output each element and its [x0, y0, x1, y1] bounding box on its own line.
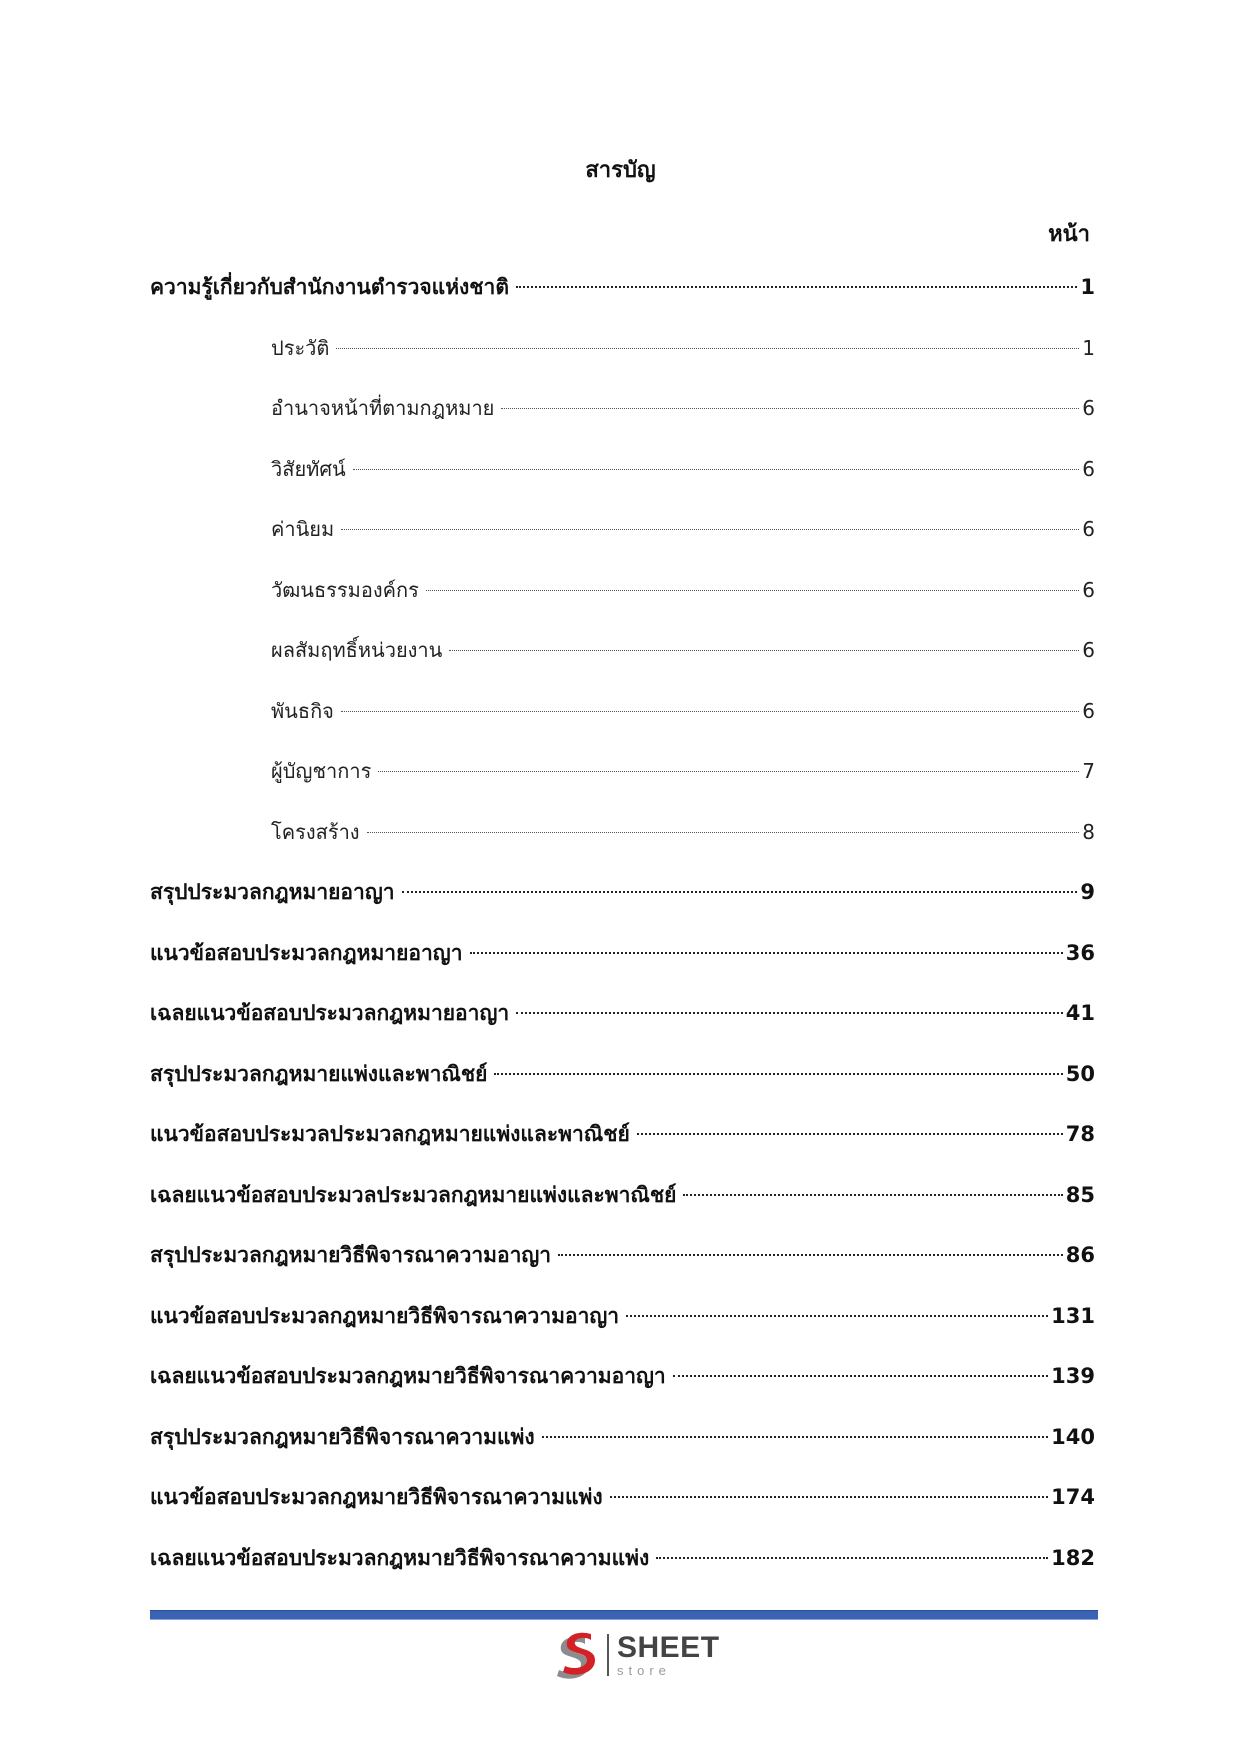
toc-dot-leader	[402, 891, 1078, 893]
toc-entry-label: อำนาจหน้าที่ตามกฎหมาย	[271, 396, 495, 420]
toc-chapter-entry[interactable]	[150, 1118, 1095, 1179]
logo-word: SHEET	[617, 1631, 720, 1664]
toc-section-entry[interactable]	[150, 332, 1095, 393]
toc-chapter-entry[interactable]	[150, 997, 1095, 1058]
toc-entry-page-number: 131	[1051, 1303, 1095, 1328]
toc-entry-label: เฉลยแนวข้อสอบประมวลกฎหมายวิธีพิจารณาความอาญา	[150, 1364, 666, 1388]
toc-dot-leader	[516, 1012, 1063, 1014]
toc-entry-page-number: 9	[1080, 880, 1095, 904]
toc-dot-leader	[626, 1315, 1048, 1317]
toc-entry-label: แนวข้อสอบประมวลกฎหมายอาญา	[150, 940, 463, 965]
toc-entry-page-number: 1	[1082, 335, 1095, 360]
toc-entry-label: สรุปประมวลกฎหมายแพ่งและพาณิชย์	[150, 1061, 488, 1086]
toc-entry-page-number: 85	[1065, 1182, 1095, 1207]
toc-dot-leader	[683, 1194, 1062, 1196]
toc-entry-label: วัฒนธรรมองค์กร	[271, 577, 419, 602]
logo-subtext: store	[617, 1663, 671, 1678]
toc-chapter-entry[interactable]	[150, 1058, 1095, 1119]
toc-section-entry[interactable]	[150, 513, 1095, 574]
toc-entry-label: เฉลยแนวข้อสอบประมวลกฎหมายวิธีพิจารณาความแพ่ง	[150, 1545, 650, 1570]
toc-dot-leader	[494, 1073, 1062, 1075]
toc-entry-label: โครงสร้าง	[271, 819, 360, 844]
toc-entry-page-number: 1	[1080, 275, 1095, 299]
toc-entry-label: ประวัติ	[271, 335, 330, 360]
toc-dot-leader	[558, 1254, 1063, 1256]
toc-dot-leader	[353, 469, 1080, 470]
toc-entry-page-number: 86	[1065, 1243, 1095, 1267]
toc-chapter-entry[interactable]	[150, 1542, 1095, 1603]
toc-dot-leader	[542, 1436, 1049, 1438]
toc-entry-label: สรุปประมวลกฎหมายอาญา	[150, 880, 395, 904]
toc-entry-label: พันธกิจ	[271, 698, 334, 723]
toc-entry-label: เฉลยแนวข้อสอบประมวลประมวลกฎหมายแพ่งและพาณิชย์	[150, 1182, 677, 1207]
table-of-contents	[150, 271, 1095, 1602]
toc-section-entry[interactable]	[150, 453, 1095, 514]
footer-rule	[150, 1610, 1098, 1620]
page-column-header: หน้า	[1048, 222, 1090, 247]
toc-section-entry[interactable]	[150, 392, 1095, 453]
toc-entry-label: วิสัยทัศน์	[271, 456, 346, 481]
page-title: สารบัญ	[585, 158, 656, 183]
toc-entry-label: สรุปประมวลกฎหมายวิธีพิจารณาความอาญา	[150, 1243, 552, 1267]
toc-dot-leader	[341, 529, 1079, 530]
toc-section-entry[interactable]	[150, 634, 1095, 695]
toc-entry-label: แนวข้อสอบประมวลกฎหมายวิธีพิจารณาความอาญา	[150, 1303, 620, 1328]
toc-entry-page-number: 139	[1051, 1364, 1095, 1388]
toc-entry-page-number: 140	[1051, 1424, 1095, 1449]
toc-entry-page-number: 36	[1065, 940, 1095, 965]
toc-section-entry[interactable]	[150, 816, 1095, 877]
toc-chapter-entry[interactable]	[150, 271, 1095, 332]
toc-chapter-entry[interactable]	[150, 876, 1095, 937]
toc-dot-leader	[426, 590, 1079, 591]
sheet-store-logo	[553, 1630, 720, 1680]
toc-entry-page-number: 41	[1065, 1001, 1095, 1025]
toc-chapter-entry[interactable]	[150, 937, 1095, 998]
toc-entry-page-number: 6	[1082, 396, 1095, 420]
toc-section-entry[interactable]	[150, 574, 1095, 635]
logo-text	[617, 1633, 720, 1677]
toc-dot-leader	[656, 1557, 1048, 1559]
toc-dot-leader	[341, 711, 1079, 712]
toc-dot-leader	[449, 650, 1079, 651]
toc-chapter-entry[interactable]	[150, 1481, 1095, 1542]
toc-entry-page-number: 7	[1082, 759, 1095, 783]
toc-chapter-entry[interactable]	[150, 1360, 1095, 1421]
toc-dot-leader	[367, 832, 1080, 833]
toc-entry-page-number: 6	[1082, 517, 1095, 541]
toc-entry-label: แนวข้อสอบประมวลกฎหมายวิธีพิจารณาความแพ่ง	[150, 1485, 603, 1509]
toc-entry-page-number: 174	[1051, 1485, 1095, 1509]
toc-dot-leader	[516, 286, 1077, 288]
toc-dot-leader	[378, 771, 1079, 772]
toc-entry-page-number: 182	[1051, 1545, 1095, 1570]
toc-dot-leader	[673, 1375, 1048, 1377]
toc-entry-page-number: 6	[1082, 456, 1095, 481]
toc-entry-label: เฉลยแนวข้อสอบประมวลกฎหมายอาญา	[150, 1001, 510, 1025]
toc-dot-leader	[470, 952, 1063, 954]
toc-section-entry[interactable]	[150, 695, 1095, 756]
toc-section-entry[interactable]	[150, 755, 1095, 816]
toc-dot-leader	[501, 408, 1079, 409]
toc-entry-label: ผลสัมฤทธิ์หน่วยงาน	[271, 638, 443, 662]
toc-chapter-entry[interactable]	[150, 1239, 1095, 1300]
toc-entry-page-number: 6	[1082, 577, 1095, 602]
toc-entry-label: แนวข้อสอบประมวลประมวลกฎหมายแพ่งและพาณิชย์	[150, 1122, 630, 1146]
toc-entry-page-number: 50	[1065, 1061, 1095, 1086]
toc-chapter-entry[interactable]	[150, 1179, 1095, 1240]
toc-entry-label: ผู้บัญชาการ	[271, 759, 372, 783]
toc-entry-page-number: 6	[1082, 638, 1095, 662]
toc-dot-leader	[336, 348, 1079, 349]
toc-entry-label: ความรู้เกี่ยวกับสำนักงานตำรวจแห่งชาติ	[150, 275, 509, 299]
toc-chapter-entry[interactable]	[150, 1300, 1095, 1361]
toc-entry-label: สรุปประมวลกฎหมายวิธีพิจารณาความแพ่ง	[150, 1424, 535, 1449]
sheet-store-logo-icon	[553, 1630, 601, 1680]
toc-dot-leader	[637, 1133, 1063, 1135]
toc-entry-page-number: 78	[1065, 1122, 1095, 1146]
toc-chapter-entry[interactable]	[150, 1421, 1095, 1482]
toc-entry-page-number: 6	[1082, 698, 1095, 723]
toc-dot-leader	[610, 1496, 1049, 1498]
toc-entry-page-number: 8	[1082, 819, 1095, 844]
logo-divider	[607, 1634, 609, 1676]
toc-entry-label: ค่านิยม	[271, 517, 335, 541]
